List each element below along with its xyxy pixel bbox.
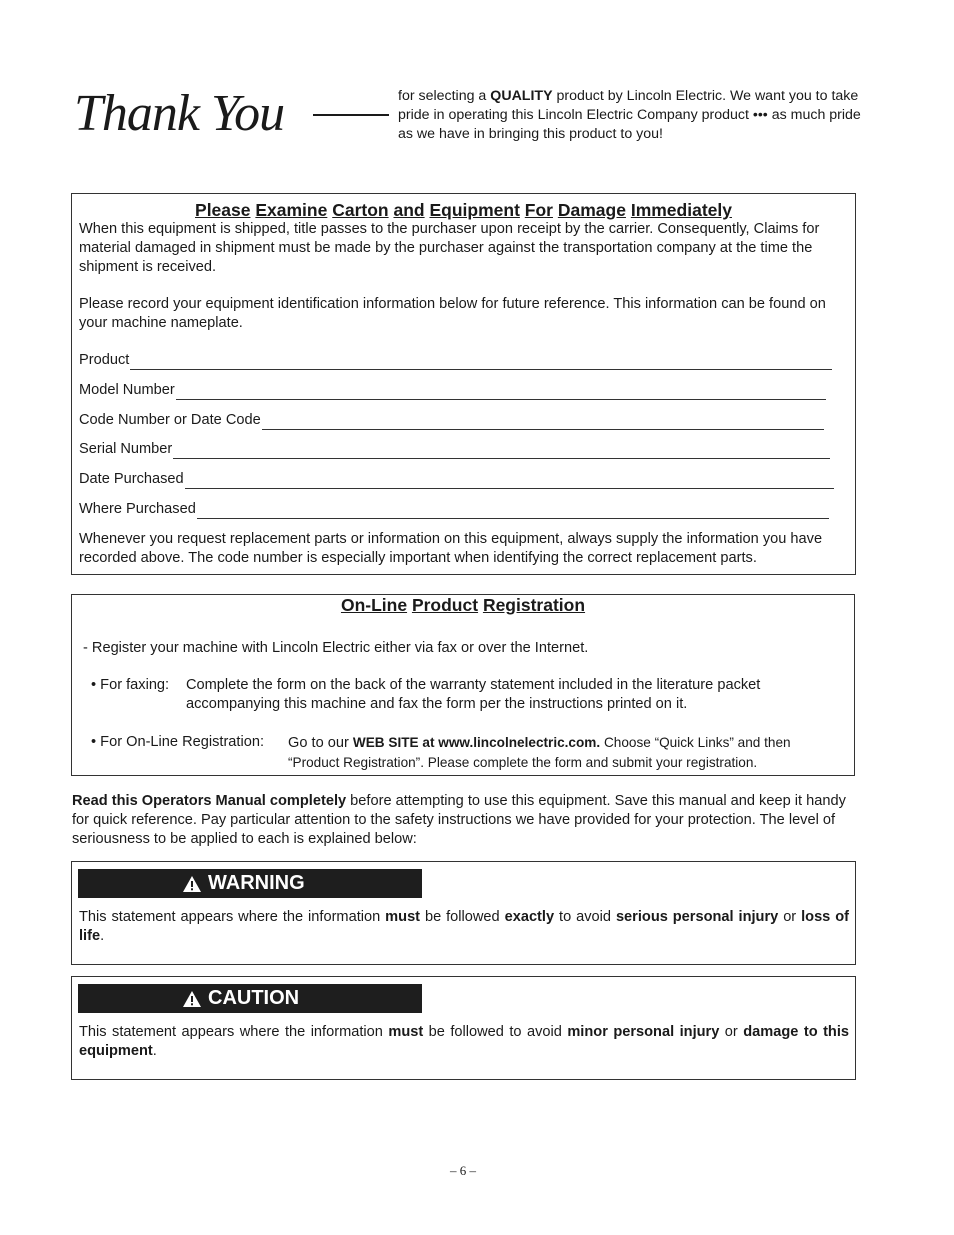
caution-box [71,976,856,1080]
thank-you-title: Thank You [74,85,285,142]
field-line[interactable] [197,504,829,519]
examine-title: Please Examine Carton and Equipment For Damage Immediately [195,200,732,220]
field-serial-number[interactable]: Serial Number [79,440,830,459]
field-line[interactable] [262,415,824,430]
caution-text: This statement appears where the information must be followed to avoid minor personal injury or damage to this equipment. [79,1024,850,1059]
field-line[interactable] [130,355,832,370]
website-link[interactable]: WEB SITE at www.lincolnelectric.com. [352,735,601,750]
read-manual-paragraph: Read this Operators Manual completely before attempting to use this equipment. Save this manual and keep it handy for quick reference. Pay particular attention to the safety instructions we have provided for your protection. The level of seriousness to be applied to each is explained below: [72,793,846,847]
field-where-purchased[interactable]: Where Purchased [79,500,829,519]
field-line[interactable] [185,474,834,489]
intro-text: for selecting a QUALITY product by Lincoln Electric. We want you to take pride in operating this Lincoln Electric Company product ••• as much pride as we have in bringing this product to you! [398,88,861,142]
field-model-number[interactable]: Model Number [79,381,826,400]
online-label: • For On-Line Registration: [91,734,265,750]
warning-text: This statement appears where the information must be followed exactly to avoid serious personal injury or loss of life. [79,909,849,944]
field-product[interactable]: Product [79,351,832,370]
field-date-purchased[interactable]: Date Purchased [79,470,834,489]
shipping-paragraph: When this equipment is shipped, title passes to the purchaser upon receipt by the carrier. Consequently, Claims for material damaged in shipment must be made by the purchaser against the transportation company at the time the shipment is received. [79,221,820,275]
warning-banner [78,869,422,898]
caution-label: CAUTION [208,987,300,1009]
warning-triangle-icon [182,875,202,893]
register-line: - Register your machine with Lincoln Electric either via fax or over the Internet. [83,640,589,656]
caution-banner [78,984,422,1013]
page-number: – 6 – [450,1163,476,1178]
warning-box [71,861,856,965]
record-paragraph: Please record your equipment identification information below for future reference. This information can be found on your machine nameplate. [79,296,826,331]
fax-text: Complete the form on the back of the warranty statement included in the literature packet accompanying this machine and fax the form per the instructions printed on it. [186,677,761,712]
warning-label: WARNING [208,872,305,894]
registration-section [71,594,855,776]
field-line[interactable] [176,385,826,400]
online-text: Go to our WEB SITE at www.lincolnelectric.com. Choose “Quick Links” and then “Product Registration”. Please complete the form and submit your registration. [288,735,791,770]
field-line[interactable] [173,444,830,459]
field-code-number[interactable]: Code Number or Date Code [79,411,824,430]
examine-section [71,193,856,575]
registration-title: On-Line Product Registration [340,595,586,615]
title-rule [313,114,389,116]
fax-label: • For faxing: [91,677,170,693]
warning-triangle-icon [182,990,202,1008]
replacement-paragraph: Whenever you request replacement parts or information on this equipment, always supply the information you have recorded above. The code number is especially important when identifying the correct replacement parts. [79,531,823,566]
